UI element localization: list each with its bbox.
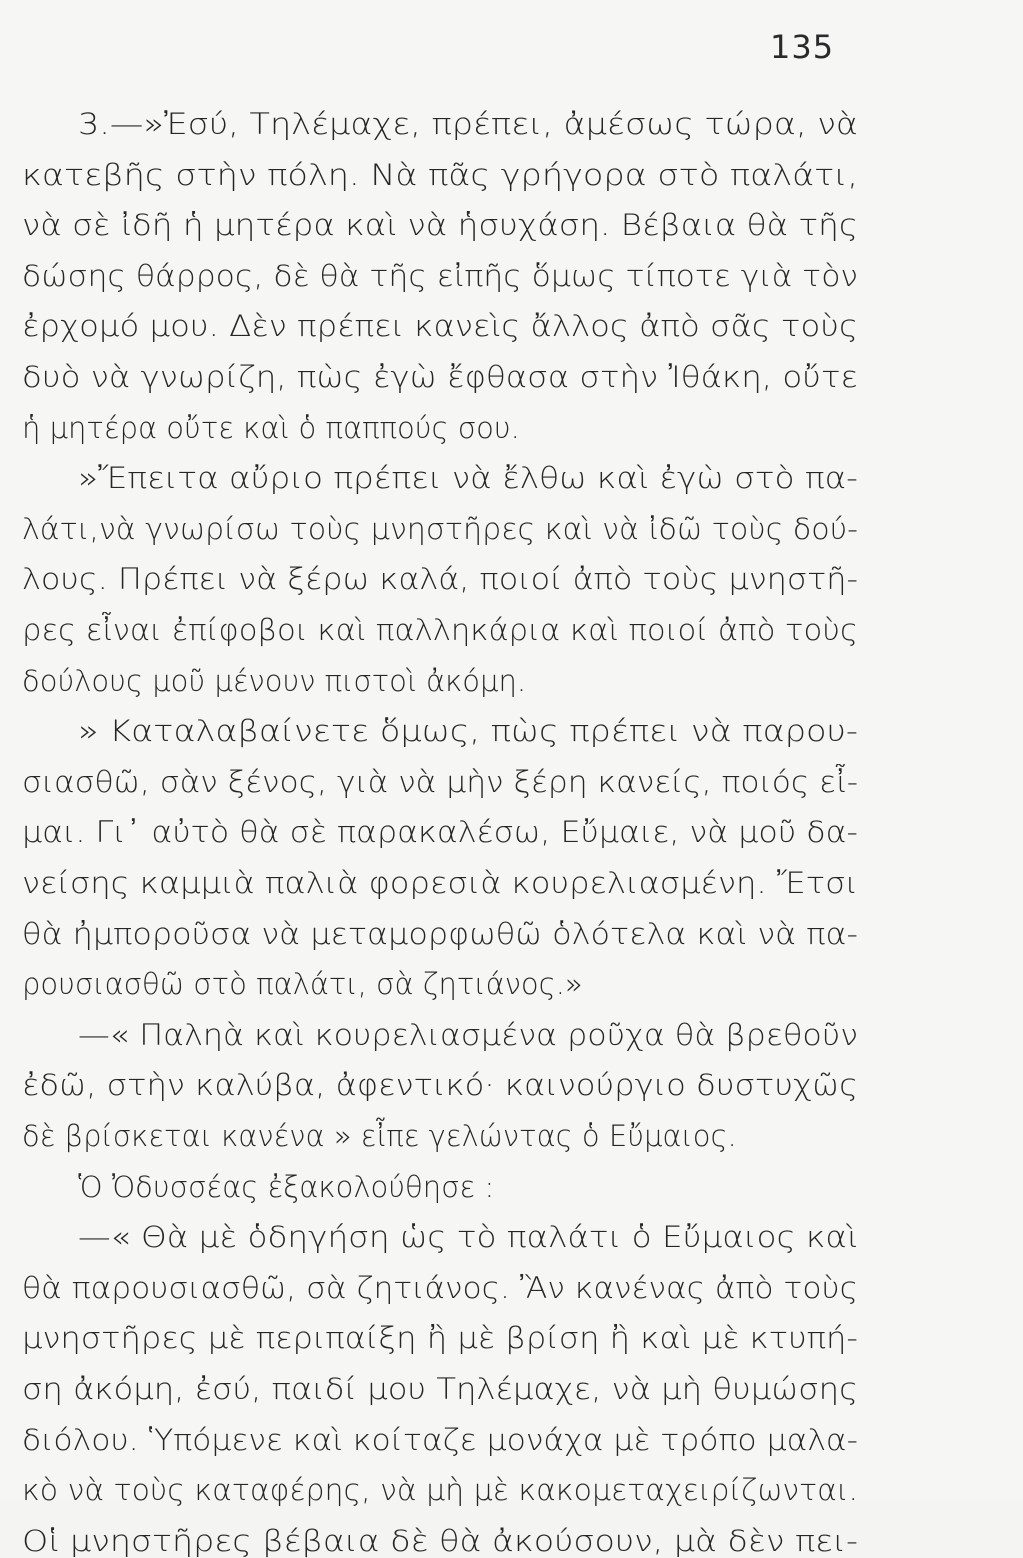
text-line: δώσης θάρρος, δὲ θὰ τῆς εἰπῆς ὅμως τίποτε γιὰ τὸν xyxy=(22,258,858,293)
text-line: ἡ μητέρα οὔτε καὶ ὁ παππούς σου. xyxy=(22,410,520,445)
text-line: ση ἀκόμη, ἐσύ, παιδί μου Τηλέμαχε, νὰ μὴ θυμώσης xyxy=(22,1372,858,1406)
text-line: μνηστῆρες μὲ περιπαίξη ἢ μὲ βρίση ἢ καὶ μὲ κτυπή- xyxy=(22,1321,858,1356)
text-line: Οἱ μνηστῆρες βέβαια δὲ θὰ ἀκούσουν, μὰ δὲν πει- xyxy=(22,1523,858,1558)
text-line: ἐδῶ, στὴν καλύβα, ἀφεντικό· καινούργιο δυστυχῶς xyxy=(22,1068,858,1103)
text-line: 3.—»Ἐσύ, Τηλέμαχε, πρέπει, ἀμέσως τώρα, νὰ xyxy=(78,107,858,141)
text-line: δυὸ νὰ γνωρίζη, πὼς ἐγὼ ἔφθασα στὴν Ἰθάκη, οὔτε xyxy=(22,360,858,394)
text-line: λάτι,νὰ γνωρίσω τοὺς μνηστῆρες καὶ νὰ ἰδῶ τοὺς δού- xyxy=(22,511,858,546)
text-line: δὲ βρίσκεται κανένα » εἶπε γελώντας ὁ Εὔμαιος. xyxy=(22,1119,737,1153)
text-line: Ὁ Ὀδυσσέας ἐξακολούθησε : xyxy=(78,1169,495,1204)
text-line: —« Παληὰ καὶ κουρελιασμένα ροῦχα θὰ βρεθοῦν xyxy=(78,1017,859,1052)
text-line: νὰ σὲ ἰδῆ ἡ μητέρα καὶ νὰ ἡσυχάση. Βέβαια θὰ τῆς xyxy=(22,208,858,243)
text-line: δούλους μοῦ μένουν πιστοὶ ἀκόμη. xyxy=(22,663,527,698)
text-line: νείσης καμμιὰ παλιὰ φορεσιὰ κουρελιασμένη. Ἔτσι xyxy=(22,866,858,900)
text-line: κὸ νὰ τοὺς καταφέρης, νὰ μὴ μὲ κακομεταχειρίζωνται. xyxy=(22,1473,859,1508)
text-line: λους. Πρέπει νὰ ξέρω καλά, ποιοί ἀπὸ τοὺς μνηστῆ- xyxy=(22,562,858,597)
text-line: —« Θὰ μὲ ὁδηγήση ὡς τὸ παλάτι ὁ Εὔμαιος καὶ xyxy=(78,1220,858,1255)
page-number: 135 xyxy=(770,28,835,66)
text-line: κατεβῆς στὴν πόλη. Νὰ πᾶς γρήγορα στὸ παλάτι, xyxy=(22,157,858,192)
text-line: ἐρχομό μου. Δὲν πρέπει κανεὶς ἄλλος ἀπὸ σᾶς τοὺς xyxy=(22,309,858,344)
text-line: σιασθῶ, σὰν ξένος, γιὰ νὰ μὴν ξέρη κανείς, ποιός εἶ- xyxy=(22,764,858,799)
text-line: διόλου. Ὑπόμενε καὶ κοίταζε μονάχα μὲ τρόπο μαλα- xyxy=(22,1422,858,1457)
text-line: » Καταλαβαίνετε ὅμως, πὼς πρέπει νὰ παρου- xyxy=(78,714,858,749)
text-line: ρες εἶναι ἐπίφοβοι καὶ παλληκάρια καὶ ποιοί ἀπὸ τοὺς xyxy=(22,613,858,647)
text-line: θὰ ἠμποροῦσα νὰ μεταμορφωθῶ ὁλότελα καὶ νὰ πα- xyxy=(22,916,859,951)
text-line: μαι. Γι᾽ αὐτὸ θὰ σὲ παρακαλέσω, Εὔμαιε, νὰ μοῦ δα- xyxy=(22,815,858,850)
text-line: ρουσιασθῶ στὸ παλάτι, σὰ ζητιάνος.» xyxy=(22,967,583,1002)
text-line: »Ἔπειτα αὔριο πρέπει νὰ ἔλθω καὶ ἐγὼ στὸ πα- xyxy=(78,461,859,496)
text-line: θὰ παρουσιασθῶ, σὰ ζητιάνος. Ἂν κανένας ἀπὸ τοὺς xyxy=(22,1270,858,1305)
